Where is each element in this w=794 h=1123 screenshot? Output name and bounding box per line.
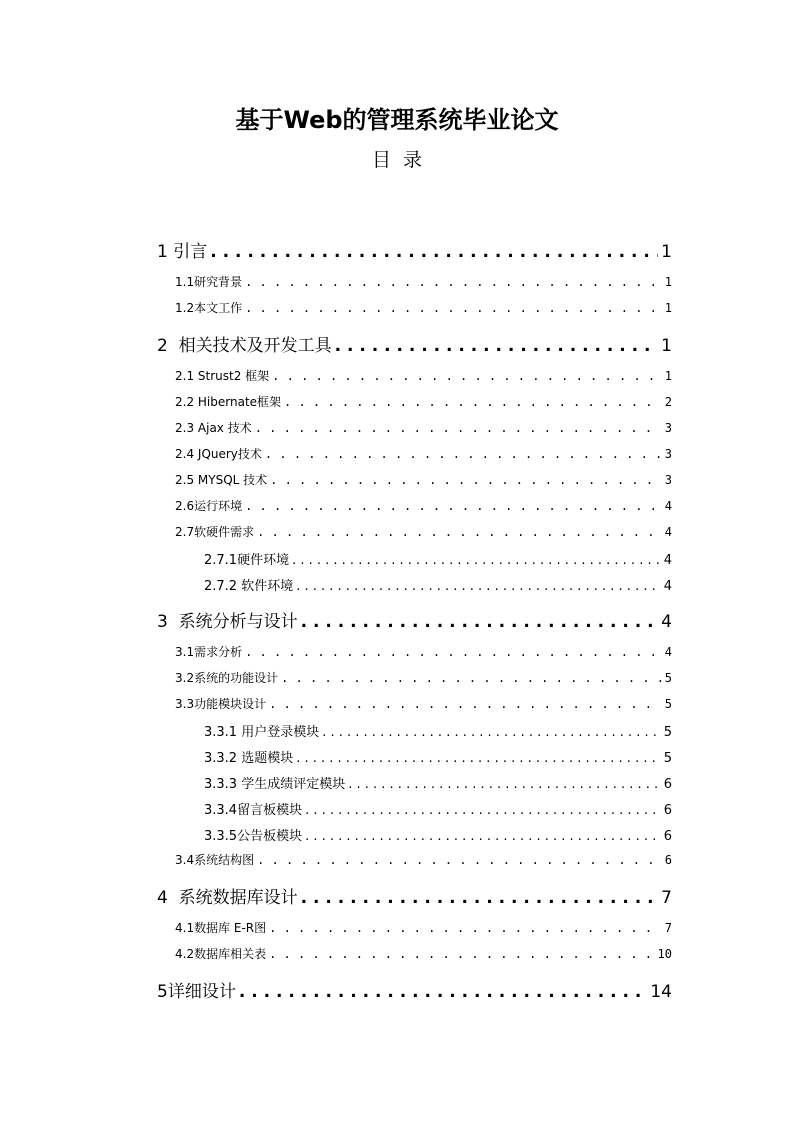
toc-leader [245,275,662,289]
toc-entry-page: 4 [664,499,672,513]
toc-entry-page: 5 [663,751,672,766]
toc-entry[interactable] [157,331,672,356]
toc-entry-page: 3 [664,473,672,487]
toc-entry[interactable] [175,445,672,462]
toc-leader [257,853,662,867]
toc-entry[interactable] [175,643,672,660]
toc-entry-page: 1 [664,301,672,315]
toc-leader [292,553,661,568]
toc-entry-label: 2.7.2 软件环境 [204,579,294,594]
toc-leader [269,697,662,711]
toc-entry-page: 5 [664,697,672,711]
toc-entry-label: 1 引言 [157,242,208,262]
toc-leader [255,421,662,435]
toc-entry[interactable] [204,799,672,818]
toc-leader [272,369,662,383]
toc-entry-label: 3.3功能模块设计 [175,697,267,711]
toc-leader [322,725,661,740]
toc-entry-page: 6 [664,853,672,867]
toc-leader [296,579,661,594]
toc-entry-label: 3.3.4留言板模块 [204,803,303,818]
toc-leader [301,612,659,632]
toc-entry-page: 5 [663,725,672,740]
toc-entry-page: 1 [664,369,672,383]
toc-entry-label: 3.4系统结构图 [175,853,255,867]
toc-heading: 目 录 [371,149,423,171]
toc-entry-page: 1 [661,242,672,262]
toc-entry-label: 2.5 MYSQL 技术 [175,473,268,487]
toc-entry-page: 5 [664,671,672,685]
toc-entry[interactable] [175,851,672,868]
toc-entry-page: 4 [663,553,672,568]
toc-entry[interactable] [157,883,672,908]
toc-entry-label: 2.7.1硬件环境 [204,553,290,568]
toc-leader [257,525,662,539]
toc-entry[interactable] [157,607,672,632]
toc-leader [245,301,662,315]
toc-entry-page: 3 [664,421,672,435]
toc-entry-page: 2 [664,395,672,409]
toc-entry-label: 3.2系统的功能设计 [175,671,279,685]
toc-entry[interactable] [204,825,672,844]
toc-entry-label: 3.3.5公告板模块 [204,829,303,844]
toc-entry-label: 3 系统分析与设计 [157,612,298,632]
toc-entry[interactable] [204,747,672,766]
toc-entry-page: 4 [664,645,672,659]
toc-entry[interactable] [175,273,672,290]
toc-entry-label: 3.3.1 用户登录模块 [204,725,320,740]
toc-leader [296,751,661,766]
toc-entry-page: 10 [657,947,672,961]
toc-entry[interactable] [204,773,672,792]
toc-entry[interactable] [175,497,672,514]
toc-leader [335,336,659,356]
toc-entry[interactable] [204,549,672,568]
toc-entry[interactable] [175,945,672,962]
toc-leader [239,982,648,1002]
toc-entry-label: 2.2 Hibernate框架 [175,395,282,409]
toc-leader [269,921,662,935]
document-title: 基于Web的管理系统毕业论文 [235,106,559,134]
toc-entry[interactable] [175,695,672,712]
toc-entry-page: 1 [664,275,672,289]
toc-entry-page: 4 [663,579,672,594]
toc-entry-label: 5详细设计 [157,982,236,1002]
toc-leader [301,888,659,908]
toc-entry-label: 3.3.2 选题模块 [204,751,294,766]
toc-entry-label: 2 相关技术及开发工具 [157,336,332,356]
toc-leader [305,829,661,844]
toc-entry[interactable] [175,393,672,410]
toc-entry-page: 7 [664,921,672,935]
toc-entry-page: 6 [663,777,672,792]
toc-entry[interactable] [157,977,672,1002]
toc-entry[interactable] [175,669,672,686]
toc-leader [269,947,654,961]
toc-entry-page: 14 [650,982,672,1002]
toc-leader [281,671,662,685]
toc-entry-page: 7 [661,888,672,908]
toc-entry[interactable] [157,237,672,262]
toc-entry[interactable] [175,419,672,436]
toc-entry[interactable] [204,575,672,594]
toc-entry-label: 2.7软硬件需求 [175,525,255,539]
toc-leader [270,473,662,487]
toc-leader [265,447,662,461]
toc-entry[interactable] [175,471,672,488]
toc-entry-page: 4 [661,612,672,632]
toc-entry-page: 4 [664,525,672,539]
toc-entry[interactable] [175,523,672,540]
toc-entry-page: 6 [663,829,672,844]
toc-entry[interactable] [175,299,672,316]
toc-leader [245,645,662,659]
toc-entry-label: 2.3 Ajax 技术 [175,421,252,435]
toc-entry-label: 2.6运行环境 [175,499,243,513]
toc-entry-label: 4.2数据库相关表 [175,947,267,961]
toc-leader [245,499,662,513]
toc-leader [210,242,658,262]
toc-entry-label: 4.1数据库 E-R图 [175,921,267,935]
toc-entry-label: 3.3.3 学生成绩评定模块 [204,777,346,792]
toc-leader [348,777,661,792]
toc-entry-label: 4 系统数据库设计 [157,888,298,908]
toc-entry-page: 3 [664,447,672,461]
toc-entry[interactable] [175,367,672,384]
toc-leader [305,803,661,818]
toc-entry-page: 6 [663,803,672,818]
toc-entry-label: 2.1 Strust2 框架 [175,369,270,383]
toc-entry-label: 1.1研究背景 [175,275,243,289]
toc-entry-label: 3.1需求分析 [175,645,243,659]
toc-entry[interactable] [175,919,672,936]
toc-leader [284,395,662,409]
toc-entry-page: 1 [661,336,672,356]
toc-entry[interactable] [204,721,672,740]
toc-entry-label: 1.2本文工作 [175,301,243,315]
toc-entry-label: 2.4 JQuery技术 [175,447,262,461]
